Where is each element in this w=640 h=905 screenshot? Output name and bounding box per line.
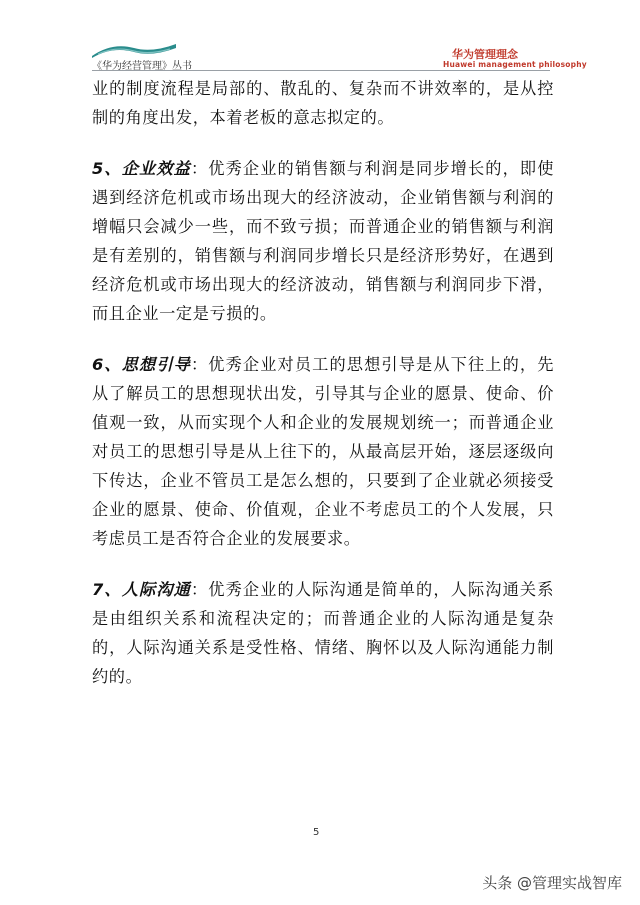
- section-heading: 思想引导: [121, 355, 191, 374]
- section-6: [92, 350, 554, 553]
- continuation-paragraph: 业的制度流程是局部的、散乱的、复杂而不讲效率的，是从控制的角度出发，本着老板的意志拟定的。: [92, 79, 554, 127]
- page-number: 5: [313, 827, 320, 838]
- page-header: [0, 0, 640, 70]
- section-number: 5、: [92, 159, 122, 178]
- section-body: ：优秀企业对员工的思想引导是从下往上的，先从了解员工的思想现状出发，引导其与企业的愿景、使命、价值观一致，从而实现个人和企业的发展规划统一；而普通企业对员工的思想引导是从上往下的，从最高层开始，逐层逐级向下传达，企业不管员工是怎么想的，只要到了企业就必须接受企业的愿景、使命、价值观，企业不考虑员工的个人发展，只考虑员工是否符合企业的发展要求。: [92, 355, 554, 548]
- section-heading: 人际沟通: [121, 580, 191, 599]
- section-body: ：优秀企业的人际沟通是简单的，人际沟通关系是由组织关系和流程决定的；而普通企业的人际沟通是复杂的，人际沟通关系是受性格、情绪、胸怀以及人际沟通能力制约的。: [92, 580, 554, 686]
- source-watermark: 头条 @管理实战智库: [482, 874, 622, 892]
- section-body: ：优秀企业的销售额与利润是同步增长的，即使遇到经济危机或市场出现大的经济波动，企业销售额与利润的增幅只会减少一些，而不致亏损；而普通企业的销售额与利润是有差别的，销售额与利润同步增长只是经济形势好，在遇到经济危机或市场出现大的经济波动，销售额与利润同步下滑，而且企业一定是亏损的。: [92, 159, 554, 323]
- series-name: 《华为经营管理》丛书: [92, 61, 192, 72]
- brand-title-en: Huawei management philosophy: [443, 60, 587, 69]
- header-divider: [92, 70, 550, 71]
- section-5: [92, 154, 554, 328]
- section-number: 6、: [92, 355, 122, 374]
- brand-title-cn: 华为管理理念: [452, 48, 518, 61]
- section-heading: 企业效益: [121, 159, 191, 178]
- document-body: [92, 74, 554, 713]
- section-number: 7、: [92, 580, 122, 599]
- section-7: [92, 575, 554, 691]
